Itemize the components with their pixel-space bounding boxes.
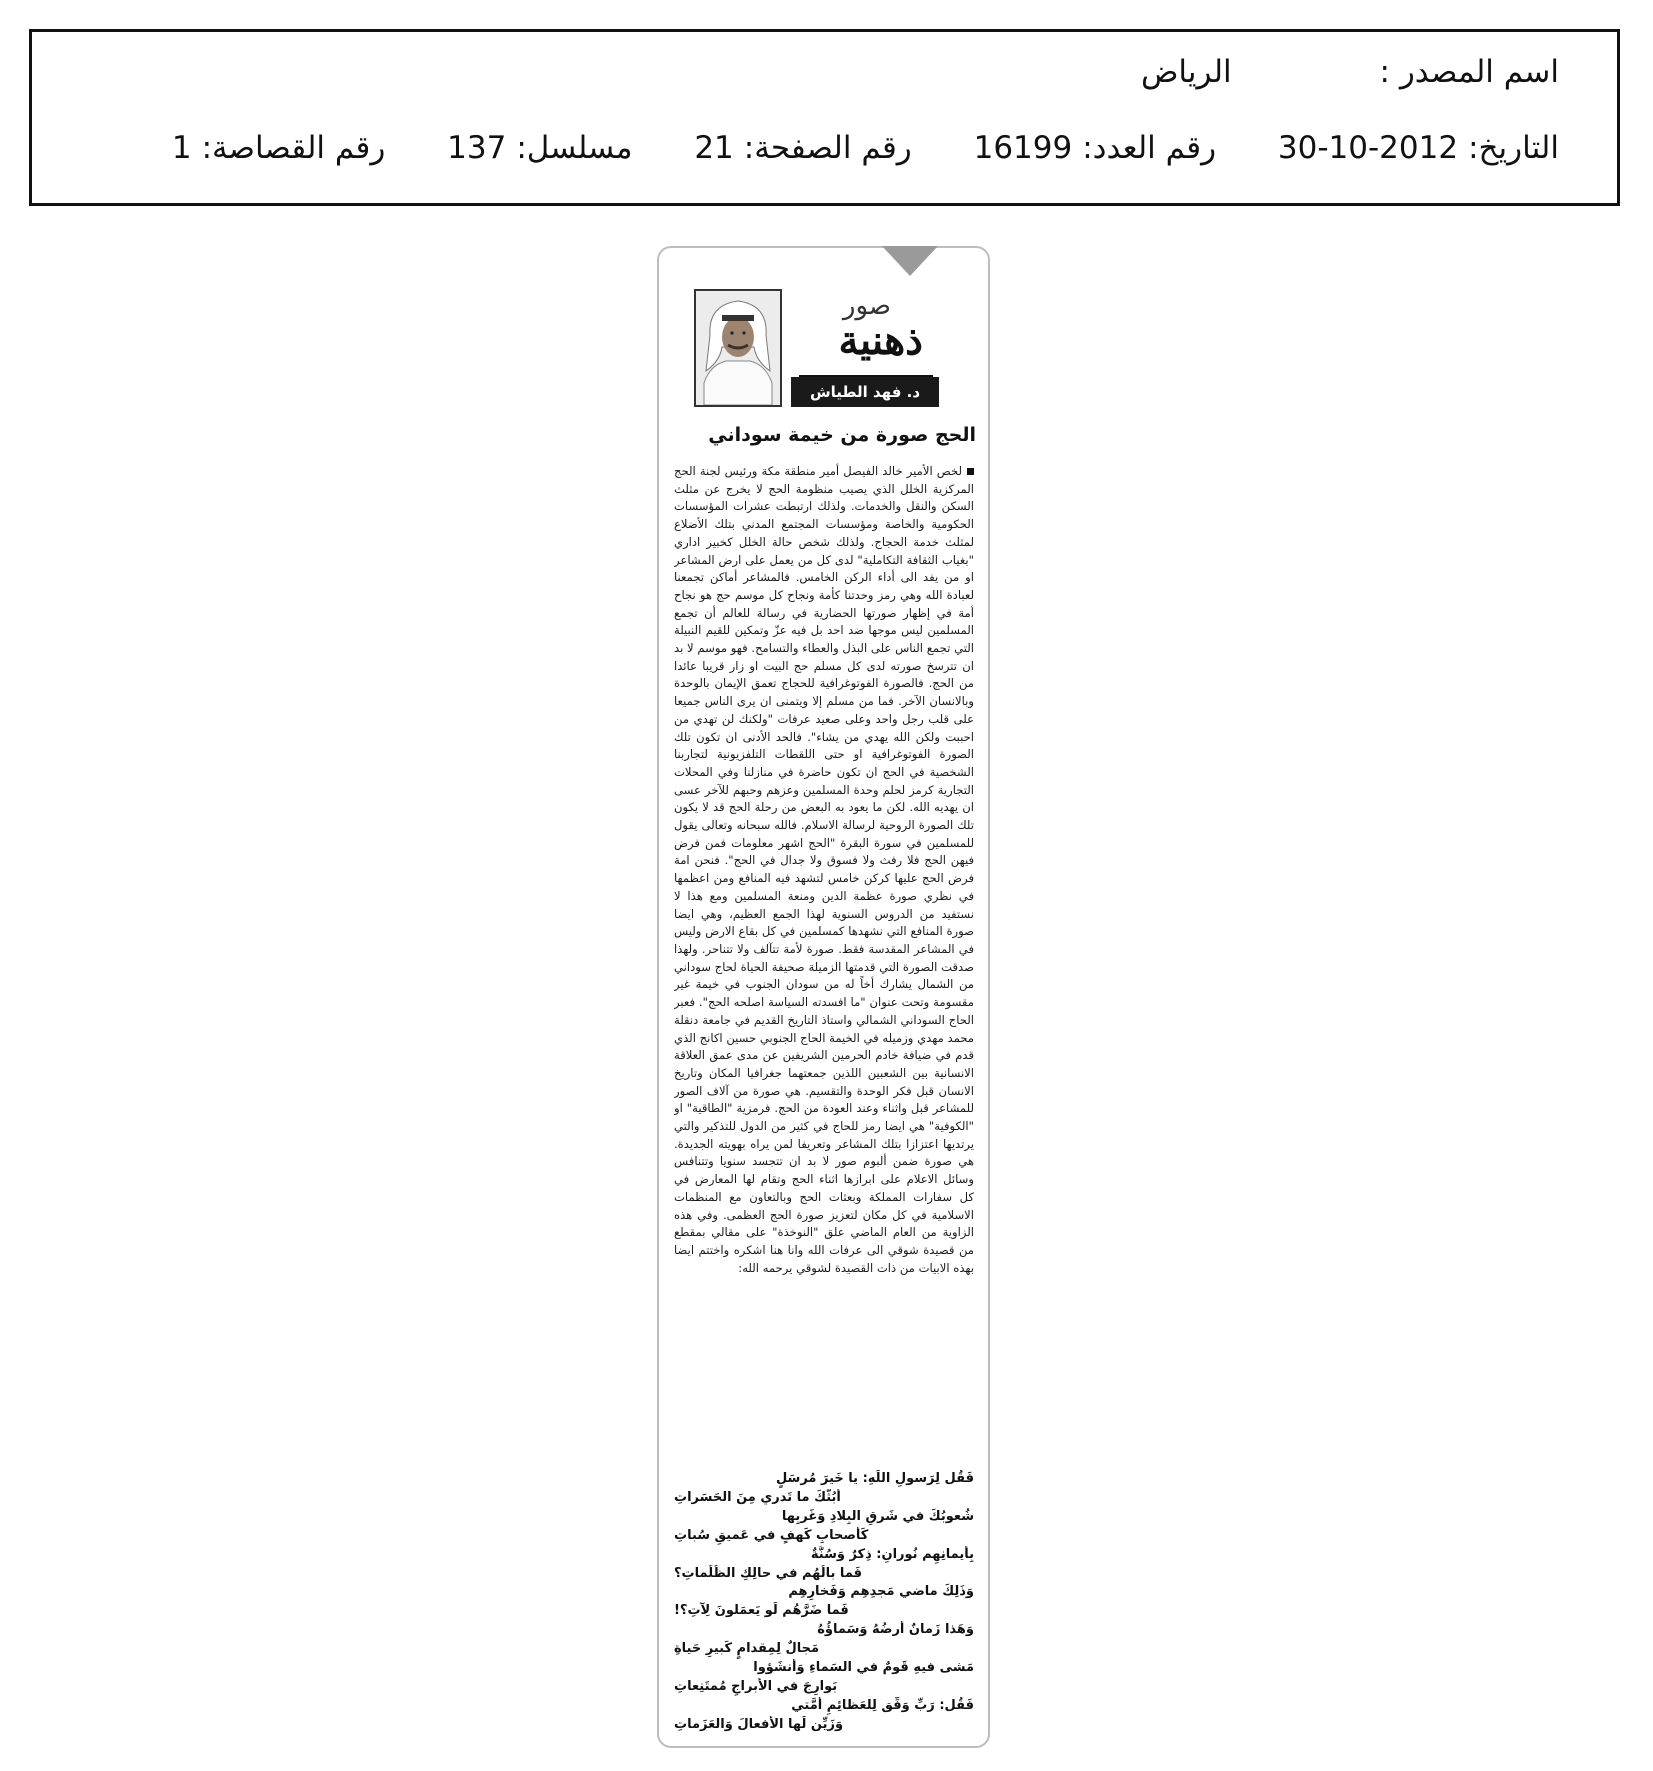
source-label: اسم المصدر : — [1379, 54, 1559, 90]
poem-block — [674, 1470, 974, 1735]
source-value: الرياض — [1140, 54, 1232, 90]
issue-field — [974, 130, 1216, 166]
date-value: 30-10-2012 — [1277, 130, 1459, 166]
poem-line: وَهَذا زَمانٌ أَرضُهُ وَسَماؤُهُ — [817, 1622, 974, 1638]
date-label: التاريخ: — [1468, 130, 1559, 166]
serial-label: مسلسل: — [516, 130, 633, 166]
poem-line: كَأَصحابِ كَهفٍ في عَميقِ سُباتِ — [674, 1527, 869, 1543]
author-photo — [694, 289, 782, 407]
column-logo-big: ذهنية — [838, 317, 923, 364]
issue-label: رقم العدد: — [1082, 130, 1217, 166]
poem-line: أَبُثُّكَ ما تَدري مِنَ الحَسَراتِ — [674, 1489, 841, 1505]
poem-line: فَما ضَرَّهُم لَو يَعمَلونَ لِآتِ؟! — [674, 1603, 849, 1619]
article-body-text: لخص الأمير خالد الفيصل أمير منطقة مكة ورئيس لجنة الحج المركزية الخلل الذي يصيب منظومة الحج لا يخرج عن مثلث السكن والنقل والخدمات. ولذلك ارتبطت عشرات المؤسسات الحكومية والخاصة ومؤسسات المجتمع المدني بتلك الأضلاع لمثلث خدمة الحجاج. ولذلك شخص حالة الخلل كخبير اداري "بغياب الثقافة التكاملية" لدى كل من يعمل على ارض المشاعر او من يفد الى أداء الركن الخامس. فالمشاعر أماكن تجمعنا لعبادة الله وهي رمز وحدتنا كأمة ونجاح كل موسم حج هو نجاح أمة في إظهار صورتها الحضارية في رسالة للعالم أن تجمع المسلمين ليس موجها ضد احد بل فيه عزّ وتمكين للقيم النبيلة التي تجمع الناس على البذل والعطاء والتسامح. فهو موسم لا بد ان تترسخ صورته لدى كل مسلم حج البيت او زار قريبا عائدا من الحج. فالصورة الفوتوغرافية للحجاج تعمق الإيمان بالوحدة وبالانسان الآخر. فما من مسلم إلا ويتمنى ان يرى الناس جميعا على قلب رجل واحد وعلى صعيد عرفات "ولكنك لن تهدي من احببت ولكن الله يهدي من يشاء". فالحد الأدنى ان تكون تلك الصورة الفوتوغرافية او حتى اللقطات التلفزيونية لتجاربنا الشخصية في الحج ان تكون حاضرة في منازلنا وفي المحلات التجارية كرمز لحلم وحدة المسلمين وعزهم وحبهم للآخر عسى ان يهديه الله. لكن ما يعود به البعض من رحلة الحج قد لا يكون تلك الصورة الروحية لرسالة الاسلام. فالله سبحانه وتعالى يقول للمسلمين في سورة البقرة "الحج اشهر معلومات فمن فرض فيهن الحج فلا رفث ولا فسوق ولا جدال في الحج". فنحن امة فرض الحج عليها كركن خامس لتشهد فيه المنافع ومن اعظمها في نظري صورة عظمة الدين ومنعة المسلمين ومع هذا لا نستفيد من الدروس السنوية لهذا الجمع العظيم، وهي ايضا صورة المنافع التي نشهدها كمسلمين في كل بقاع الارض وليس في المشاعر المقدسة فقط. صورة لأمة تتآلف ولا تتناحر. ولهذا صدقت الصورة التي قدمتها الزميلة صحيفة الحياة لحاج سوداني من الشمال يشارك أخاً له من سودان الجنوب في خيمة غير مقسومة وتحت عنوان "ما افسدته السياسة اصلحه الحج". فعبر الحاج السوداني الشمالي واستاذ التاريخ القديم في جامعة دنقلة محمد مهدي وزميله في الخيمة الحاج الجنوبي حسين اكانج الذي قدم في ضيافة خادم الحرمين الشريفين عن مدى عمق العلاقة الانسانية بين الشعبين اللذين جمعتهما جغرافيا المكان وتاريخ الانسان قبل فكر الوحدة والتقسيم. هي صورة من آلاف الصور للمشاعر قبل واثناء وعند العودة من الحج. فرمزية "الطاقية" او "الكوفية" هي ايضا رمز للحاج في كثير من الدول للتذكير والتي يرتديها اعتزازا بتلك المشاعر وتعريفا لمن يراه بهويته الجديدة. هي صورة ضمن ألبوم صور لا بد ان تتجسد سنويا وتتنافس وسائل الاعلام على ابرازها اثناء الحج وتقام لها المعارض في كل سفارات المملكة وبعثات الحج وبالتعاون مع المنظمات الاسلامية في كل مكان لتعزيز صورة الحج العظمى. وفي هذه الزاوية من العام الماضي علق "النوخذة" على مقالي بمقطع من قصيدة شوقي الى عرفات الله وانا هنا اشكره واختتم ايضا بهذه الابيات من ذات القصيدة لشوقي يرحمه الله: — [674, 464, 974, 1275]
page-value: 21 — [694, 130, 734, 166]
column-notch-marker — [882, 246, 938, 276]
poem-line: بَوارِجَ في الأَبراجِ مُمتَنِعاتِ — [674, 1678, 838, 1694]
article-body — [674, 463, 974, 1468]
column-logo — [797, 291, 939, 386]
serial-value: 137 — [447, 130, 507, 166]
paragraph-bullet-icon — [967, 468, 974, 475]
article-headline: الحج صورة من خيمة سوداني — [708, 424, 976, 446]
article-column — [657, 246, 990, 1748]
poem-line: بِأَيمانِهِم نُورانِ: ذِكرٌ وَسُنَّةٌ — [810, 1546, 974, 1562]
source-row — [1141, 54, 1559, 90]
clip-label: رقم القصاصة: — [201, 130, 386, 166]
poem-line: مَجالٌ لِمِقدامٍ كَبيرِ حَياةِ — [674, 1641, 820, 1657]
serial-field — [447, 130, 632, 166]
author-byline: د. فهد الطياش — [791, 377, 939, 407]
date-field — [1278, 130, 1559, 166]
clipping-header — [29, 29, 1620, 206]
clip-field — [172, 130, 385, 166]
poem-line: فَما بالُهُم في حالِكِ الظُلُماتِ؟ — [674, 1565, 863, 1581]
poem-line: فَقُل: رَبِّ وَفِّق لِلعَظائِمِ أُمَّتي — [791, 1697, 974, 1713]
clip-value: 1 — [171, 130, 192, 166]
issue-value: 16199 — [973, 130, 1073, 166]
poem-line: وَذَلِكَ ماضي مَجدِهِم وَفَخارِهِم — [788, 1584, 974, 1600]
page-field — [694, 130, 911, 166]
column-logo-small: صور — [842, 291, 891, 321]
poem-line: مَشى فيهِ قَومٌ في السَماءِ وَأَنشَؤوا — [753, 1660, 974, 1676]
meta-row — [172, 130, 1559, 166]
page-label: رقم الصفحة: — [743, 130, 912, 166]
poem-line: وَزَيِّن لَها الأَفعالَ وَالعَزَماتِ — [674, 1716, 844, 1732]
poem-line: شُعوبُكَ في شَرقِ البِلادِ وَغَربِها — [781, 1508, 974, 1524]
poem-line: فَقُل لِرَسولِ اللَهِ: يا خَيرَ مُرسَلٍ — [775, 1471, 974, 1486]
